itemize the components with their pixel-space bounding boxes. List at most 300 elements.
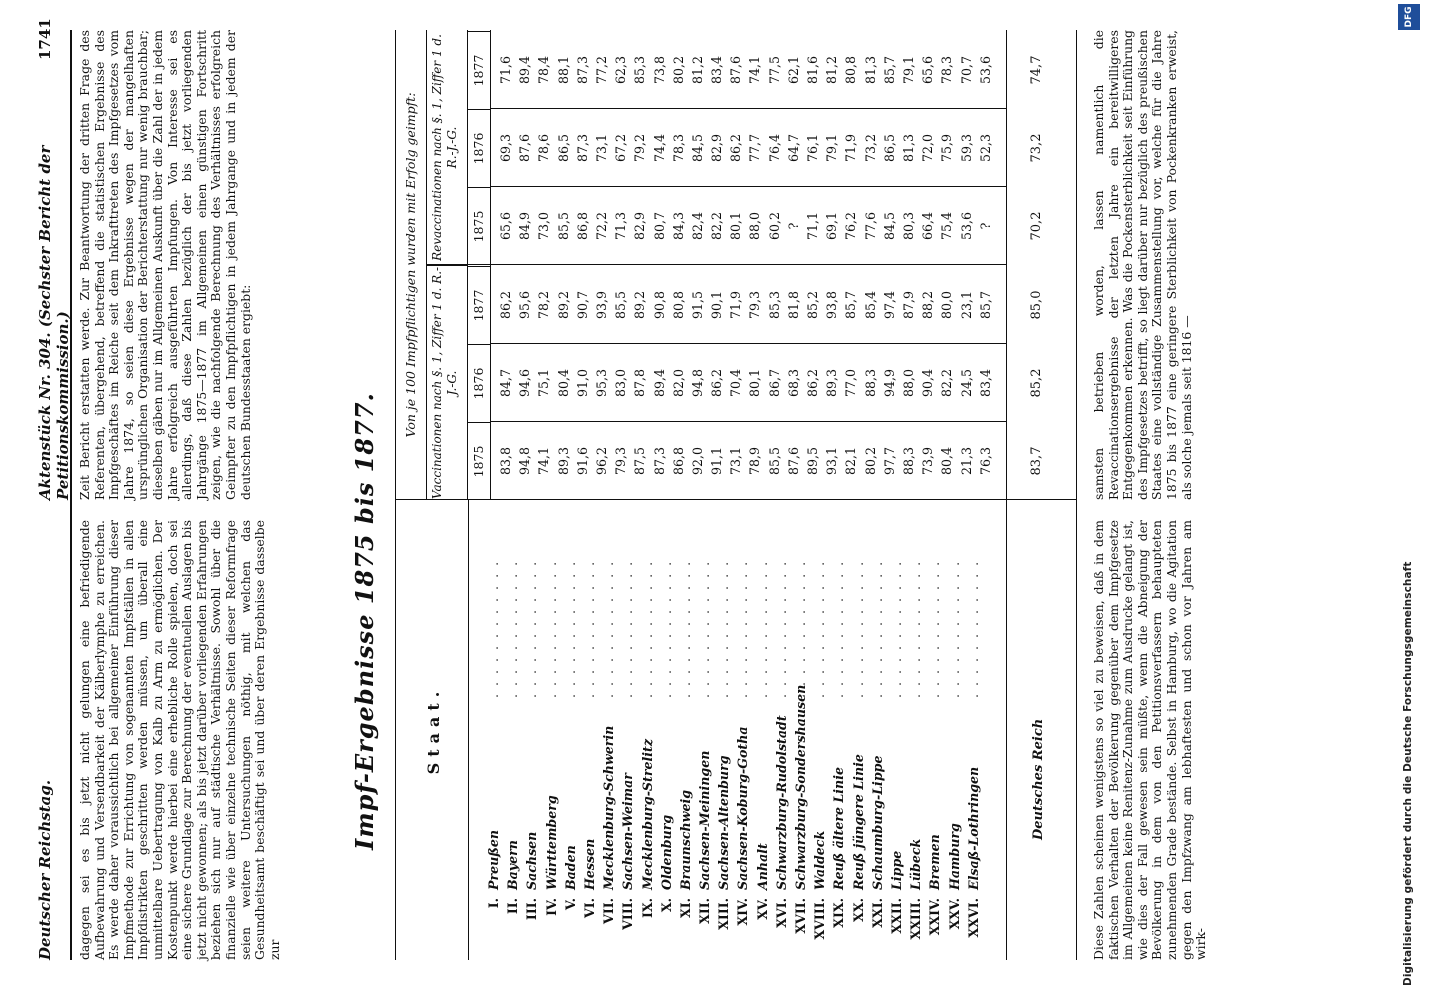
state-column-header	[396, 500, 469, 960]
table-cell: 23,1	[958, 290, 974, 320]
table-cell: 89,2	[632, 290, 648, 320]
table-cell: 93,1	[824, 446, 840, 476]
leader-dots: . . . . . . . . . . . .	[773, 559, 789, 698]
table-cell: 80,8	[843, 55, 859, 85]
page-number: 1741	[36, 18, 54, 60]
year-header: 1876	[468, 344, 490, 422]
leader-dots: . . . . . . . . . . . .	[869, 559, 885, 698]
table-cell: 80,4	[555, 368, 571, 398]
state-row	[599, 508, 618, 948]
table-cell: 71,9	[728, 290, 744, 320]
leader-dots: . . . . . . . . . . . .	[888, 559, 904, 698]
table-cell: 65,6	[498, 211, 513, 241]
table-cell: 83,0	[613, 368, 629, 398]
table-cell: 88,2	[920, 290, 936, 320]
column-divider	[490, 108, 1006, 109]
table-cell: 85,7	[881, 55, 897, 85]
leader-dots: . . . . . . . . . . . .	[927, 559, 943, 698]
table-cell: 59,3	[958, 133, 974, 163]
table-cell: 86,5	[881, 133, 897, 163]
table-cell: 62,3	[613, 55, 629, 85]
table-cell: 86,5	[555, 133, 571, 163]
leader-dots: . . . . . . . . . . . .	[620, 559, 636, 698]
closing-paragraph-left: Diese Zahlen scheinen wenigstens so viel zu beweisen, daß in dem faktischen Verhalten der Bevölkerung gegenüber dem Impfgesetze im Allgemeinen keine Renitenz-Zunahme zum Ausdrucke gelangt ist, wie dies der Fall gewesen sein müßte, wenn die Abneigung der Bevölkerung in dem von den Petitionsverfassern behaupteten zunehmenden Grade bestände. Selbst in Hamburg, wo die Agitation gegen den Impfzwang am lebhaftesten und schon vor Jahren am wirk-	[1091, 520, 1209, 960]
table-cell: 89,5	[805, 446, 820, 476]
state-name: Sachsen-Meiningen	[697, 750, 713, 890]
table-cell: 66,4	[920, 211, 936, 241]
table-cell: 70,4	[728, 368, 744, 398]
state-number: I.	[486, 898, 501, 909]
table-cell: ?	[977, 222, 993, 230]
table-cell: 80,4	[939, 446, 955, 476]
state-row	[887, 508, 906, 948]
table-cell: 82,9	[709, 133, 725, 163]
table-cell: 80,1	[728, 211, 744, 241]
state-name: Reuß jüngere Linie	[850, 754, 866, 890]
state-number: XV.	[754, 898, 770, 920]
table-cell: 87,6	[728, 55, 744, 85]
state-row	[695, 508, 714, 948]
table-cell: 60,2	[766, 211, 782, 241]
total-cell: 83,7	[1029, 446, 1044, 476]
state-row	[733, 508, 752, 948]
leader-dots: . . . . . . . . . . . .	[562, 559, 578, 698]
leader-dots: . . . . . . . . . . . .	[965, 559, 981, 698]
state-number: XIII.	[716, 898, 732, 930]
table-cell: 82,1	[843, 446, 859, 476]
table-cell: 71,1	[805, 211, 820, 241]
state-name: Baden	[562, 845, 578, 890]
state-row	[849, 508, 868, 948]
table-cell: 75,9	[939, 133, 955, 163]
year-header: 1877	[468, 31, 490, 109]
table-cell: 94,6	[517, 368, 533, 398]
state-name: Sachsen	[524, 831, 540, 890]
state-number: XXII.	[888, 898, 904, 934]
table-cell: 94,8	[517, 446, 533, 476]
state-row	[753, 508, 772, 948]
state-column	[396, 499, 1076, 960]
table-cell: 80,2	[862, 446, 878, 476]
state-number: XXVI.	[965, 898, 981, 938]
total-cell: 70,2	[1029, 211, 1044, 241]
table-cell: 86,7	[766, 368, 782, 398]
state-number: VI.	[581, 898, 597, 919]
table-cell: 90,4	[920, 368, 936, 398]
table-cell: 87,8	[632, 368, 648, 398]
table-cell: 68,3	[785, 368, 801, 398]
state-name: Preußen	[486, 829, 501, 890]
table-cell: 83,8	[498, 446, 513, 476]
table-cell: 86,2	[498, 290, 513, 320]
table-cell: 84,9	[517, 211, 533, 241]
table-cell: 85,7	[843, 290, 859, 320]
table-cell: 77,6	[862, 211, 878, 241]
body-paragraph-right: Zeit Bericht erstatten werde. Zur Beantwortung der dritten Frage des Referenten, übergehend, betreffend die statistischen Ergebnisse des Impfgeschäftes im Reiche seit dem Inkrafttreten des Impfgesetzes vom Jahre 1874, so seien diese Ergebnisse wegen der mangelhaften ursprünglichen Organisation der Berichterstattung nur wenig brauchbar; dieselben gäben nur im Allgemeinen Auskunft über die Zahl der in jedem Jahre erfolgreich ausgeführten Impfungen. Von Interesse sei es allerdings, daß diese Zahlen bezüglich der bis jetzt vorliegenden Jahrgänge 1875—1877 im Allgemeinen einen günstigen Fortschritt zeigen, wie die nachfolgende Berechnung des Verhältnisses erfolgreich Geimpfter zu den Impfpflichtigen in jedem Jahrgange und in jedem der deutschen Bundesstaaten ergiebt:	[77, 30, 253, 500]
leader-dots: . . . . . . . . . . . .	[831, 559, 847, 698]
state-number: XXIII.	[908, 898, 924, 940]
state-number: XVIII.	[812, 898, 828, 940]
column-divider	[490, 343, 1006, 344]
table-cell: 88,1	[555, 55, 571, 85]
table-cell: 78,3	[939, 55, 955, 85]
table-cell: 53,6	[958, 211, 974, 241]
table-cell: 91,6	[574, 446, 590, 476]
table-cell: 77,7	[747, 133, 763, 163]
table-cell: 87,3	[651, 446, 667, 476]
state-number: XX.	[850, 898, 866, 922]
table-cell: 71,9	[843, 133, 859, 163]
state-name: Anhalt	[754, 843, 770, 890]
state-number: XII.	[697, 898, 713, 924]
state-number: IV.	[543, 898, 559, 916]
state-row	[484, 508, 503, 948]
table-cell: 80,1	[747, 368, 763, 398]
table-cell: 88,3	[862, 368, 878, 398]
table-cell: 79,3	[747, 290, 763, 320]
leader-dots: . . . . . . . . . . . .	[486, 559, 501, 698]
table-cell: 82,4	[689, 211, 705, 241]
state-row	[772, 508, 791, 948]
year-header: 1875	[468, 422, 490, 500]
table-cell: 72,0	[920, 133, 936, 163]
attribution-strip	[1392, 0, 1432, 1000]
table-cell: 97,4	[881, 290, 897, 320]
column-divider	[490, 421, 1006, 422]
table-cell: 90,7	[574, 290, 590, 320]
table-cell: 95,6	[517, 290, 533, 320]
state-name: Sachsen-Weimar	[620, 773, 636, 890]
state-row	[522, 508, 541, 948]
total-cell: 74,7	[1029, 55, 1044, 85]
table-cell: 67,2	[613, 133, 629, 163]
total-cell: 85,0	[1029, 290, 1044, 320]
state-row	[542, 508, 561, 948]
table-cell: 85,7	[977, 290, 993, 320]
table-cell: 87,6	[517, 133, 533, 163]
table-cell: 86,2	[709, 368, 725, 398]
state-number: X.	[658, 898, 674, 913]
state-name: Lübeck	[908, 838, 924, 890]
table-cell: 69,1	[824, 211, 840, 241]
table-cell: 86,8	[574, 211, 590, 241]
state-list	[484, 508, 983, 948]
total-cell: 85,2	[1029, 368, 1044, 398]
state-name: Bayern	[505, 840, 521, 890]
table-cell: 85,5	[766, 446, 782, 476]
table-cell: 74,1	[747, 55, 763, 85]
table-cell: 73,9	[920, 446, 936, 476]
vaccination-column	[496, 422, 995, 500]
state-row	[791, 508, 810, 948]
table-cell: 88,3	[900, 446, 916, 476]
state-row	[945, 508, 964, 948]
table-cell: 91,0	[574, 368, 590, 398]
table-cell: 80,3	[900, 211, 916, 241]
total-label: Deutsches Reich	[1031, 718, 1046, 840]
leader-dots: . . . . . . . . . . . .	[543, 559, 559, 698]
table-cell: 24,5	[958, 368, 974, 398]
table-cell: 76,1	[805, 133, 820, 163]
table-cell: 72,2	[593, 211, 609, 241]
table-cell: 77,5	[766, 55, 782, 85]
state-row	[829, 508, 848, 948]
data-columns	[396, 30, 1076, 500]
table-cell: 81,2	[689, 55, 705, 85]
state-number: XXIV.	[927, 898, 943, 936]
table-cell: 79,1	[900, 55, 916, 85]
table-cell: 82,2	[709, 211, 725, 241]
table-cell: 79,1	[824, 133, 840, 163]
state-number: IX.	[639, 898, 655, 919]
table-cell: 90,1	[709, 290, 725, 320]
total-data-row	[1006, 30, 1067, 500]
table-cell: 78,4	[536, 55, 552, 85]
leader-dots: . . . . . . . . . . . .	[697, 559, 713, 698]
state-row	[964, 508, 983, 948]
table-cell: 88,0	[900, 368, 916, 398]
state-name: Schwarzburg-Rudolstadt	[773, 715, 789, 890]
leader-dots: . . . . . . . . . . . .	[716, 559, 732, 698]
state-row	[676, 508, 695, 948]
table-cell: 89,4	[651, 368, 667, 398]
leader-dots: . . . . . . . . . . . .	[658, 559, 674, 698]
revaccination-column	[496, 31, 995, 109]
table-cell: 91,5	[689, 290, 705, 320]
state-number: II.	[505, 898, 521, 915]
group-divider	[426, 264, 1006, 265]
state-number: VIII.	[620, 898, 636, 930]
table-cell: 81,3	[900, 133, 916, 163]
table-cell: 81,6	[805, 55, 820, 85]
state-row	[638, 508, 657, 948]
table-cell: 82,9	[632, 211, 648, 241]
table-cell: 73,1	[593, 133, 609, 163]
table-cell: 21,3	[958, 446, 974, 476]
state-name: Mecklenburg-Strelitz	[639, 738, 655, 890]
leader-dots: . . . . . . . . . . . .	[601, 559, 617, 698]
table-cell: 76,4	[766, 133, 782, 163]
table-cell: 84,5	[689, 133, 705, 163]
state-name: Württemberg	[543, 795, 559, 890]
state-name: Sachsen-Altenburg	[716, 755, 732, 890]
year-header: 1876	[468, 109, 490, 187]
table-cell: 78,3	[670, 133, 686, 163]
table-cell: 73,0	[536, 211, 552, 241]
leader-dots: . . . . . . . . . . . .	[793, 559, 808, 698]
table-cell: 84,3	[670, 211, 686, 241]
body-paragraph-left: dagegen sei es bis jetzt nicht gelungen eine befriedigende Aufbewahrung und Versendbarkeit der Kälberlymphe zu erreichen. Es werde daher voraussichtlich bei allgemeiner Einführung dieser Impfmethode zur Errichtung von sogenannten Impfställen in allen Impfdistrikten geschritten werden müssen, um überall eine unmittelbare Uebertragung von Kalb zu Arm zu ermöglichen. Der Kostenpunkt werde hierbei eine erhebliche Rolle spielen, doch sei eine sichere Grundlage zur Berechnung der eventuellen Auslagen bis jetzt nicht gewonnen; als bis jetzt darüber vorliegenden Erfahrungen beziehen sich nur auf städtische Verhältnisse. Sowohl über die finanzielle wie über einzelne technische Seiten dieser Reformfrage seien weitere Untersuchungen nöthig, mit welchen das Gesundheitsamt beschäftigt sei und über deren Ergebnisse dasselbe zur	[77, 520, 282, 960]
state-number: XXV.	[946, 898, 962, 930]
table-cell: 86,8	[670, 446, 686, 476]
year-header: 1877	[468, 266, 490, 344]
table-cell: 80,2	[670, 55, 686, 85]
table-cell: 93,9	[593, 290, 609, 320]
table-cell: 89,4	[517, 55, 533, 85]
leader-dots: . . . . . . . . . . . .	[754, 559, 770, 698]
table-cell: 81,2	[824, 55, 840, 85]
table-cell: 85,3	[632, 55, 648, 85]
table-cell: 78,6	[536, 133, 552, 163]
leader-dots: . . . . . . . . . . . .	[812, 559, 828, 698]
state-row	[925, 508, 944, 948]
table-cell: 80,0	[939, 290, 955, 320]
state-row	[618, 508, 637, 948]
table-cell: 96,2	[593, 446, 609, 476]
leader-dots: . . . . . . . . . . . .	[735, 559, 751, 698]
table-cell: 90,8	[651, 290, 667, 320]
table-cell: 53,6	[977, 55, 993, 85]
state-row	[868, 508, 887, 948]
state-number: III.	[524, 898, 540, 921]
table-cell: 85,3	[766, 290, 782, 320]
header-document: Aktenstück Nr. 304. (Sechster Bericht der Petitionskommission.)	[36, 145, 72, 500]
state-name: Bremen	[927, 834, 943, 890]
closing-paragraph-right: samsten betrieben worden, lassen namentlich die Revaccinationsergebnisse der letzten Jahre ein bereitwilligeres Entgegenkommen erkennen. Was die Pockensterblichkeit seit Einführung des Impfgesetzes betrifft, so liegt darüber nur bezüglich des preußischen Staates eine vollständige Zusammenstellung vor, welche für die Jahre 1875 bis 1877 eine geringere Sterblichkeit von Pockenkranken erweist, als solche jemals seit 1816 —	[1091, 30, 1194, 500]
state-name: Schaumburg-Lippe	[869, 755, 885, 890]
table-cell: 94,9	[881, 368, 897, 398]
table-cell: 77,2	[593, 55, 609, 85]
table-cell: 80,7	[651, 211, 667, 241]
leader-dots: . . . . . . . . . . . .	[677, 559, 693, 698]
table-cell: 95,3	[593, 368, 609, 398]
state-name: Reuß ältere Linie	[831, 767, 847, 890]
leader-dots: . . . . . . . . . . . .	[505, 559, 521, 698]
state-name: Schwarzburg-Sondershausen	[793, 684, 808, 890]
state-row	[810, 508, 829, 948]
table-cell: 93,8	[824, 290, 840, 320]
total-cell: 73,2	[1029, 133, 1044, 163]
table-cell: 73,8	[651, 55, 667, 85]
table-cell: 78,9	[747, 446, 763, 476]
vaccination-column	[496, 344, 995, 422]
table-cell: 74,4	[651, 133, 667, 163]
state-row	[561, 508, 580, 948]
revaccination-group-header: Revaccinationen nach §. 1, Ziffer 1 d. R.-J.-G.	[426, 30, 468, 265]
leader-dots: . . . . . . . . . . . .	[908, 559, 924, 698]
state-name: Oldenburg	[658, 814, 674, 890]
state-name: Sachsen-Koburg-Gotha	[735, 726, 751, 890]
state-name: Mecklenburg-Schwerin	[601, 725, 617, 890]
vaccination-table	[395, 30, 1077, 960]
table-cell: 89,2	[555, 290, 571, 320]
table-cell: 71,3	[613, 211, 629, 241]
table-cell: 81,3	[862, 55, 878, 85]
state-number: V.	[562, 898, 578, 910]
revaccination-column	[496, 109, 995, 187]
table-cell: 78,2	[536, 290, 552, 320]
state-name: Hessen	[581, 838, 597, 890]
table-cell: 75,4	[939, 211, 955, 241]
table-cell: 81,8	[785, 290, 801, 320]
page-header	[30, 18, 72, 960]
table-cell: ?	[785, 222, 801, 230]
table-caption: Von je 100 Impfpflichtigen wurden mit Erfolg geimpft:	[396, 30, 427, 500]
state-number: VII.	[601, 898, 617, 924]
table-cell: 65,6	[920, 55, 936, 85]
table-cell: 76,3	[977, 446, 993, 476]
state-number: XIX.	[831, 898, 847, 928]
table-cell: 73,1	[728, 446, 744, 476]
dfg-logo: DFG	[1398, 4, 1420, 30]
table-cell: 52,3	[977, 133, 993, 163]
header-publication: Deutscher Reichstag.	[36, 779, 54, 960]
table-cell: 87,3	[574, 55, 590, 85]
table-cell: 73,2	[862, 133, 878, 163]
state-row	[657, 508, 676, 948]
table-cell: 87,3	[574, 133, 590, 163]
table-cell: 89,3	[555, 446, 571, 476]
table-cell: 70,7	[958, 55, 974, 85]
table-cell: 84,7	[498, 368, 513, 398]
state-row	[503, 508, 522, 948]
table-cell: 89,3	[824, 368, 840, 398]
state-row	[714, 508, 733, 948]
state-row	[906, 508, 925, 948]
leader-dots: . . . . . . . . . . . .	[524, 559, 540, 698]
state-name: Lippe	[888, 850, 904, 890]
table-cell: 80,8	[670, 290, 686, 320]
table-cell: 64,7	[785, 133, 801, 163]
table-cell: 84,5	[881, 211, 897, 241]
state-header-label: Staat.	[424, 685, 443, 775]
state-name: Elsaß-Lothringen	[965, 766, 981, 890]
attribution-text: Digitalisierung gefördert durch die Deutsche Forschungsgemeinschaft	[1402, 561, 1414, 986]
table-cell: 75,1	[536, 368, 552, 398]
leader-dots: . . . . . . . . . . . .	[639, 559, 655, 698]
table-cell: 79,2	[632, 133, 648, 163]
table-cell: 94,8	[689, 368, 705, 398]
state-number: XVI.	[773, 898, 789, 928]
table-cell: 97,7	[881, 446, 897, 476]
column-divider	[490, 186, 1006, 187]
state-name: Hamburg	[946, 823, 962, 890]
table-cell: 87,9	[900, 290, 916, 320]
table-cell: 83,4	[709, 55, 725, 85]
table-cell: 62,1	[785, 55, 801, 85]
leader-dots: . . . . . . . . . . . .	[946, 559, 962, 698]
table-cell: 85,4	[862, 290, 878, 320]
table-cell: 85,2	[805, 290, 820, 320]
state-name: Waldeck	[812, 830, 828, 890]
leader-dots: . . . . . . . . . . . .	[581, 559, 597, 698]
state-number: XIV.	[735, 898, 751, 926]
leader-dots: . . . . . . . . . . . .	[850, 559, 866, 698]
state-number: XVII.	[793, 898, 808, 934]
table-cell: 74,1	[536, 446, 552, 476]
table-cell: 76,2	[843, 211, 859, 241]
table-title: Impf-Ergebnisse 1875 bis 1877.	[350, 392, 379, 850]
table-cell: 77,0	[843, 368, 859, 398]
table-cell: 88,0	[747, 211, 763, 241]
table-cell: 82,0	[670, 368, 686, 398]
table-cell: 85,5	[613, 290, 629, 320]
table-cell: 86,2	[728, 133, 744, 163]
table-cell: 86,2	[805, 368, 820, 398]
state-number: XXI.	[869, 898, 885, 928]
revaccination-column	[496, 187, 995, 265]
state-number: XI.	[677, 898, 693, 919]
state-total-row	[1006, 500, 1067, 960]
state-row	[580, 508, 599, 948]
table-cell: 82,2	[939, 368, 955, 398]
table-cell: 71,6	[498, 55, 513, 85]
vaccination-column	[496, 266, 995, 344]
table-cell: 85,5	[555, 211, 571, 241]
vaccination-group-header: Vaccinationen nach §. 1, Ziffer 1 d. R.-J.-G.	[426, 265, 468, 500]
table-cell: 91,1	[709, 446, 725, 476]
state-name: Braunschweig	[677, 789, 693, 890]
